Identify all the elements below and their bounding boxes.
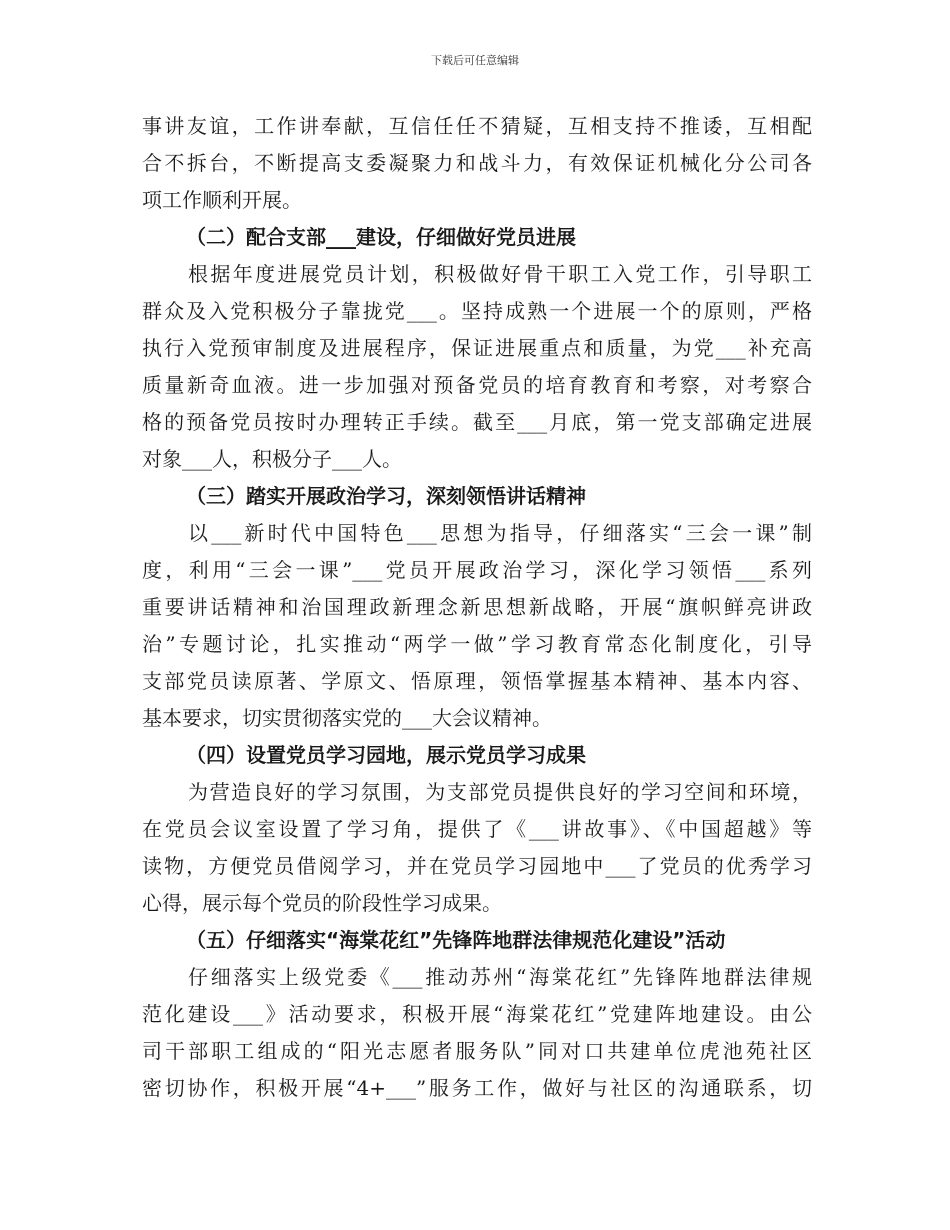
- section-heading-3: （三）踏实开展政治学习，深刻领悟讲话精神: [186, 484, 586, 508]
- paragraph-section-5: [142, 959, 812, 1107]
- section-heading-4: （四）设置党员学习园地，展示党员学习成果: [186, 743, 586, 767]
- text-line: 度，利用“三会一课”___党员开展政治学习，深化学习领悟___系列: [142, 558, 812, 582]
- text-line: 司干部职工组成的“阳光志愿者服务队”同对口共建单位虎池苑社区: [142, 1039, 812, 1063]
- text-line: 事讲友谊，工作讲奉献，互信任任不猜疑，互相支持不推诿，互相配: [142, 114, 812, 138]
- text-line: 重要讲话精神和治国理政新理念新思想新战略，开展“旗帜鲜亮讲政: [142, 595, 812, 619]
- text-line: 群众及入党积极分子靠拢党___。坚持成熟一个进展一个的原则，严格: [142, 299, 812, 323]
- text-line: 对象___人，积极分子___人。: [142, 447, 402, 471]
- text-line: 执行入党预审制度及进展程序，保证进展重点和质量，为党___补充高: [142, 336, 812, 360]
- page-header: 下载后可任意编辑: [431, 54, 519, 67]
- text-line: 为营造良好的学习氛围，为支部党员提供良好的学习空间和环境，: [188, 780, 812, 804]
- paragraph-section-2: [142, 256, 812, 478]
- text-line: 以___新时代中国特色___思想为指导，仔细落实“三会一课”制: [188, 521, 812, 545]
- paragraph-section-4: [142, 774, 812, 922]
- text-line: 仔细落实上级党委《___推动苏州“海棠花红”先锋阵地群法律规: [188, 965, 812, 989]
- text-line: 根据年度进展党员计划，积极做好骨干职工入党工作，引导职工: [188, 262, 812, 286]
- paragraph-section-3: [142, 515, 812, 737]
- text-line: 范化建设___》活动要求，积极开展“海棠花红”党建阵地建设。由公: [142, 1002, 812, 1026]
- text-line: 读物，方便党员借阅学习，并在党员学习园地中___了党员的优秀学习: [142, 854, 812, 878]
- text-line: 在党员会议室设置了学习角，提供了《___讲故事》、《中国超越》等: [142, 817, 812, 841]
- section-heading-2: （二）配合支部___建设，仔细做好党员进展: [186, 225, 576, 249]
- paragraph-continued: [142, 108, 812, 219]
- document-body: [142, 108, 812, 1107]
- section-heading-5: （五）仔细落实“海棠花红”先锋阵地群法律规范化建设”活动: [186, 928, 726, 952]
- text-line: 治”专题讨论，扎实推动“两学一做”学习教育常态化制度化，引导: [142, 632, 812, 656]
- text-line: 密切协作，积极开展“4+___”服务工作，做好与社区的沟通联系，切: [142, 1076, 812, 1100]
- text-line: 质量新奇血液。进一步加强对预备党员的培育教育和考察，对考察合: [142, 373, 812, 397]
- text-line: 支部党员读原著、学原文、悟原理，领悟掌握基本精神、基本内容、: [142, 669, 812, 693]
- text-line: 项工作顺利开展。: [142, 188, 302, 212]
- text-line: 格的预备党员按时办理转正手续。截至___月底，第一党支部确定进展: [142, 410, 812, 434]
- text-line: 心得，展示每个党员的阶段性学习成果。: [142, 891, 502, 915]
- text-line: 基本要求，切实贯彻落实党的___大会议精神。: [142, 706, 552, 730]
- text-line: 合不拆台，不断提高支委凝聚力和战斗力，有效保证机械化分公司各: [142, 151, 812, 175]
